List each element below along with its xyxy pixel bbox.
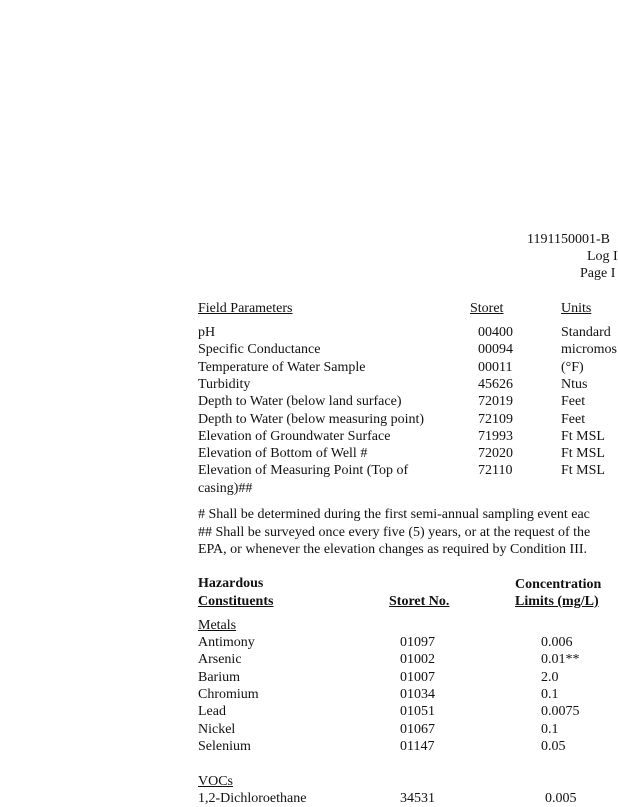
constituent-name: Arsenic bbox=[198, 652, 242, 668]
vocs-label: VOCs bbox=[198, 774, 234, 789]
units-value: Feet bbox=[561, 411, 586, 427]
table-row bbox=[0, 634, 618, 651]
table-row bbox=[0, 721, 618, 738]
table-row bbox=[0, 359, 618, 376]
footnote-1: # Shall be determined during the first semi-annual sampling event eac bbox=[198, 507, 590, 522]
parameter-name: Turbidity bbox=[198, 376, 251, 392]
table-row bbox=[0, 411, 618, 428]
parameter-name: Depth to Water (below land surface) bbox=[198, 394, 402, 410]
table-row bbox=[0, 428, 618, 445]
storet-no: 01034 bbox=[400, 686, 435, 702]
units-value: Standard bbox=[561, 325, 611, 340]
constituent-name: Nickel bbox=[198, 721, 236, 737]
hazardous-heading-line2: Constituents bbox=[198, 594, 274, 609]
parameter-name: Temperature of Water Sample bbox=[198, 359, 366, 375]
concentration-limit: 0.1 bbox=[541, 721, 559, 737]
concentration-limit: 0.005 bbox=[545, 791, 577, 806]
storet-code: 72020 bbox=[478, 446, 513, 462]
concentration-limit: 0.0075 bbox=[541, 704, 580, 720]
storet-code: 72110 bbox=[478, 463, 513, 479]
units-value: (°F) bbox=[561, 359, 584, 375]
storet-code: 72109 bbox=[478, 411, 513, 427]
storet-code: 45626 bbox=[478, 376, 513, 392]
storet-no: 01147 bbox=[400, 738, 435, 754]
storet-no: 01002 bbox=[400, 652, 435, 668]
units-heading: Units bbox=[561, 301, 592, 316]
storet-heading: Storet bbox=[470, 301, 504, 316]
units-value: Feet bbox=[561, 394, 586, 410]
table-row bbox=[0, 738, 618, 755]
concentration-limit: 0.05 bbox=[541, 738, 566, 754]
units-value: Ntus bbox=[561, 376, 588, 392]
constituent-name: Barium bbox=[198, 669, 240, 685]
units-value: Ft MSL bbox=[561, 428, 605, 444]
concentration-limit: 2.0 bbox=[541, 669, 559, 685]
metals-label: Metals bbox=[198, 618, 237, 633]
storet-code: 00400 bbox=[478, 325, 513, 340]
parameter-name: pH bbox=[198, 325, 216, 340]
storet-code: 00011 bbox=[478, 359, 513, 375]
table-row bbox=[0, 462, 618, 479]
concentration-limit: 0.1 bbox=[541, 686, 559, 702]
storet-no: 01067 bbox=[400, 721, 435, 737]
storet-code: 71993 bbox=[478, 428, 513, 444]
parameter-name: Elevation of Bottom of Well # bbox=[198, 446, 368, 462]
table-row bbox=[0, 790, 618, 807]
units-value: micromos bbox=[561, 342, 617, 358]
units-value: Ft MSL bbox=[561, 463, 605, 479]
table-row bbox=[0, 686, 618, 703]
table-row bbox=[0, 669, 618, 686]
concentration-limit: 0.01** bbox=[541, 652, 580, 668]
storet-no: 34531 bbox=[400, 791, 435, 806]
parameter-continuation: casing)## bbox=[198, 481, 253, 496]
storet-no: 01097 bbox=[400, 635, 435, 650]
table-row bbox=[0, 393, 618, 410]
concentration-heading-line1: Concentration bbox=[515, 577, 602, 592]
concentration-heading-line2: Limits (mg/L) bbox=[515, 594, 599, 609]
footnote-2: ## Shall be surveyed once every five (5) years, or at the request of the bbox=[198, 525, 591, 540]
concentration-limit: 0.006 bbox=[541, 635, 573, 650]
table-row bbox=[0, 324, 618, 341]
storet-no: 01051 bbox=[400, 704, 435, 720]
storet-no: 01007 bbox=[400, 669, 435, 685]
constituent-name: Chromium bbox=[198, 686, 259, 702]
log-label: Log I bbox=[587, 249, 618, 264]
footnote-3: EPA, or whenever the elevation changes as required by Condition III. bbox=[198, 542, 588, 557]
storet-no-heading: Storet No. bbox=[389, 594, 450, 609]
constituent-name: Antimony bbox=[198, 635, 255, 650]
table-row bbox=[0, 341, 618, 358]
table-row bbox=[0, 651, 618, 668]
hazardous-heading-line1: Hazardous bbox=[198, 576, 264, 591]
constituent-name: Selenium bbox=[198, 738, 251, 754]
parameter-name: Elevation of Measuring Point (Top of bbox=[198, 463, 409, 479]
parameter-name: Elevation of Groundwater Surface bbox=[198, 428, 391, 444]
permit-number: 1191150001-B bbox=[527, 232, 610, 247]
parameter-name: Depth to Water (below measuring point) bbox=[198, 411, 425, 427]
table-row bbox=[0, 445, 618, 462]
field-parameters-heading: Field Parameters bbox=[198, 301, 293, 316]
table-row bbox=[0, 703, 618, 720]
page-label: Page I bbox=[580, 266, 616, 281]
constituent-name: Lead bbox=[198, 704, 226, 720]
storet-code: 72019 bbox=[478, 394, 513, 410]
storet-code: 00094 bbox=[478, 342, 513, 358]
parameter-name: Specific Conductance bbox=[198, 342, 321, 358]
units-value: Ft MSL bbox=[561, 446, 605, 462]
table-row bbox=[0, 376, 618, 393]
constituent-name: 1,2-Dichloroethane bbox=[198, 791, 307, 806]
